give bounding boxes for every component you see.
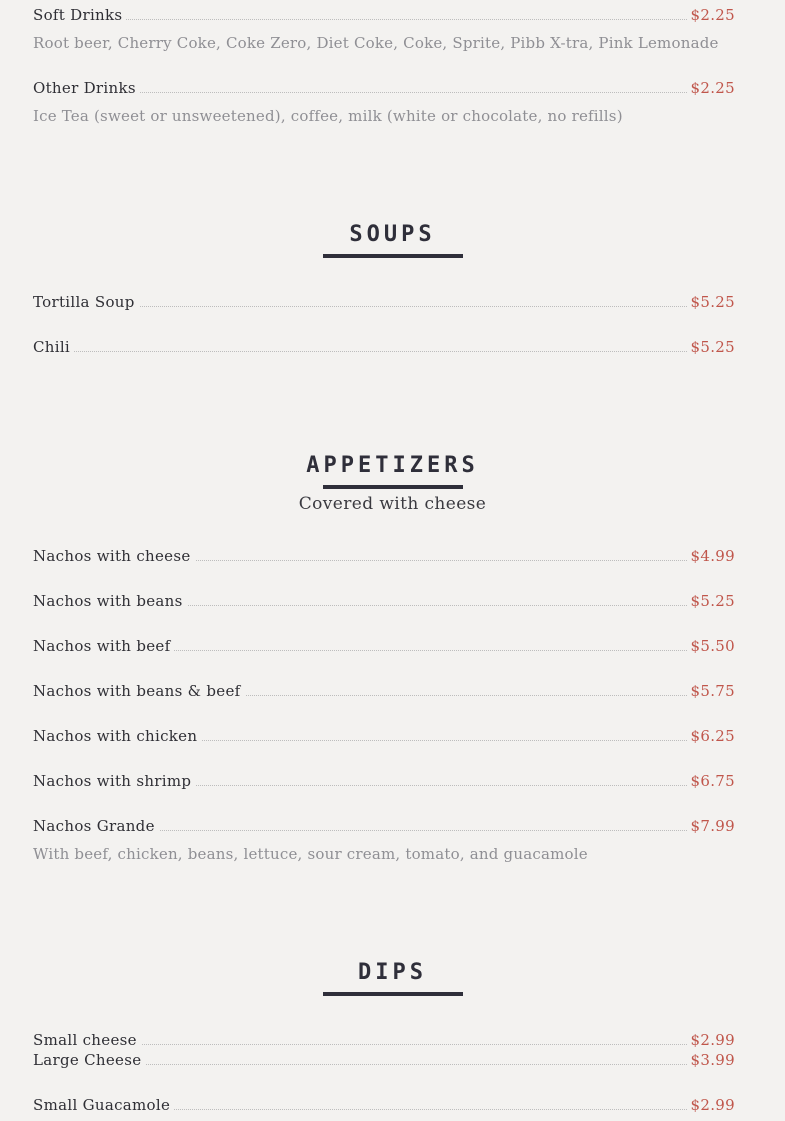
- menu-item-nachos-beef: [33, 635, 735, 657]
- item-price: $2.25: [687, 4, 735, 26]
- item-name: Nachos with beans & beef: [33, 680, 245, 702]
- section-title-soups: SOUPS: [349, 222, 436, 247]
- item-name: Nachos Grande: [33, 815, 159, 837]
- item-name: Soft Drinks: [33, 4, 126, 26]
- item-description: Root beer, Cherry Coke, Coke Zero, Diet Coke, Coke, Sprite, Pibb X-tra, Pink Lemonade: [33, 34, 719, 52]
- menu-item-tortilla-soup: [33, 291, 735, 313]
- item-name: Nachos with shrimp: [33, 770, 195, 792]
- item-price: $5.25: [687, 590, 735, 612]
- item-description: Ice Tea (sweet or unsweetened), coffee, milk (white or chocolate, no refills): [33, 107, 623, 125]
- item-name: Small Guacamole: [33, 1094, 174, 1116]
- menu-item-small-cheese: [33, 1029, 735, 1051]
- section-underline: [323, 485, 463, 489]
- menu-item-nachos-beans-beef: [33, 680, 735, 702]
- item-name: Nachos with beans: [33, 590, 187, 612]
- menu-item-large-cheese: [33, 1049, 735, 1071]
- item-price: $6.25: [687, 725, 735, 747]
- menu-item-small-guacamole: [33, 1094, 735, 1116]
- item-price: $5.50: [687, 635, 735, 657]
- item-name: Large Cheese: [33, 1049, 145, 1071]
- item-price: $6.75: [687, 770, 735, 792]
- menu-item-nachos-grande: [33, 815, 735, 837]
- section-underline: [323, 254, 463, 258]
- menu-item-nachos-chicken: [33, 725, 735, 747]
- item-price: $5.25: [687, 291, 735, 313]
- menu-item-nachos-cheese: [33, 545, 735, 567]
- item-name: Tortilla Soup: [33, 291, 139, 313]
- dot-leader: [33, 19, 735, 20]
- item-price: $3.99: [687, 1049, 735, 1071]
- section-title-appetizers: APPETIZERS: [306, 453, 479, 478]
- item-name: Chili: [33, 336, 74, 358]
- menu-item-nachos-beans: [33, 590, 735, 612]
- menu-item-nachos-shrimp: [33, 770, 735, 792]
- item-price: $2.99: [687, 1029, 735, 1051]
- item-name: Nachos with cheese: [33, 545, 195, 567]
- item-price: $2.25: [687, 77, 735, 99]
- section-title-dips: DIPS: [358, 960, 427, 985]
- menu-item-soft-drinks: [33, 4, 735, 26]
- item-name: Other Drinks: [33, 77, 140, 99]
- item-name: Nachos with beef: [33, 635, 174, 657]
- item-price: $5.75: [687, 680, 735, 702]
- menu-item-chili: [33, 336, 735, 358]
- item-price: $5.25: [687, 336, 735, 358]
- section-underline: [323, 992, 463, 996]
- item-name: Small cheese: [33, 1029, 141, 1051]
- item-name: Nachos with chicken: [33, 725, 201, 747]
- dot-leader: [33, 351, 735, 352]
- menu-item-other-drinks: [33, 77, 735, 99]
- item-price: $7.99: [687, 815, 735, 837]
- item-price: $4.99: [687, 545, 735, 567]
- item-description: With beef, chicken, beans, lettuce, sour cream, tomato, and guacamole: [33, 845, 588, 863]
- item-price: $2.99: [687, 1094, 735, 1116]
- section-subtitle: Covered with cheese: [298, 494, 487, 514]
